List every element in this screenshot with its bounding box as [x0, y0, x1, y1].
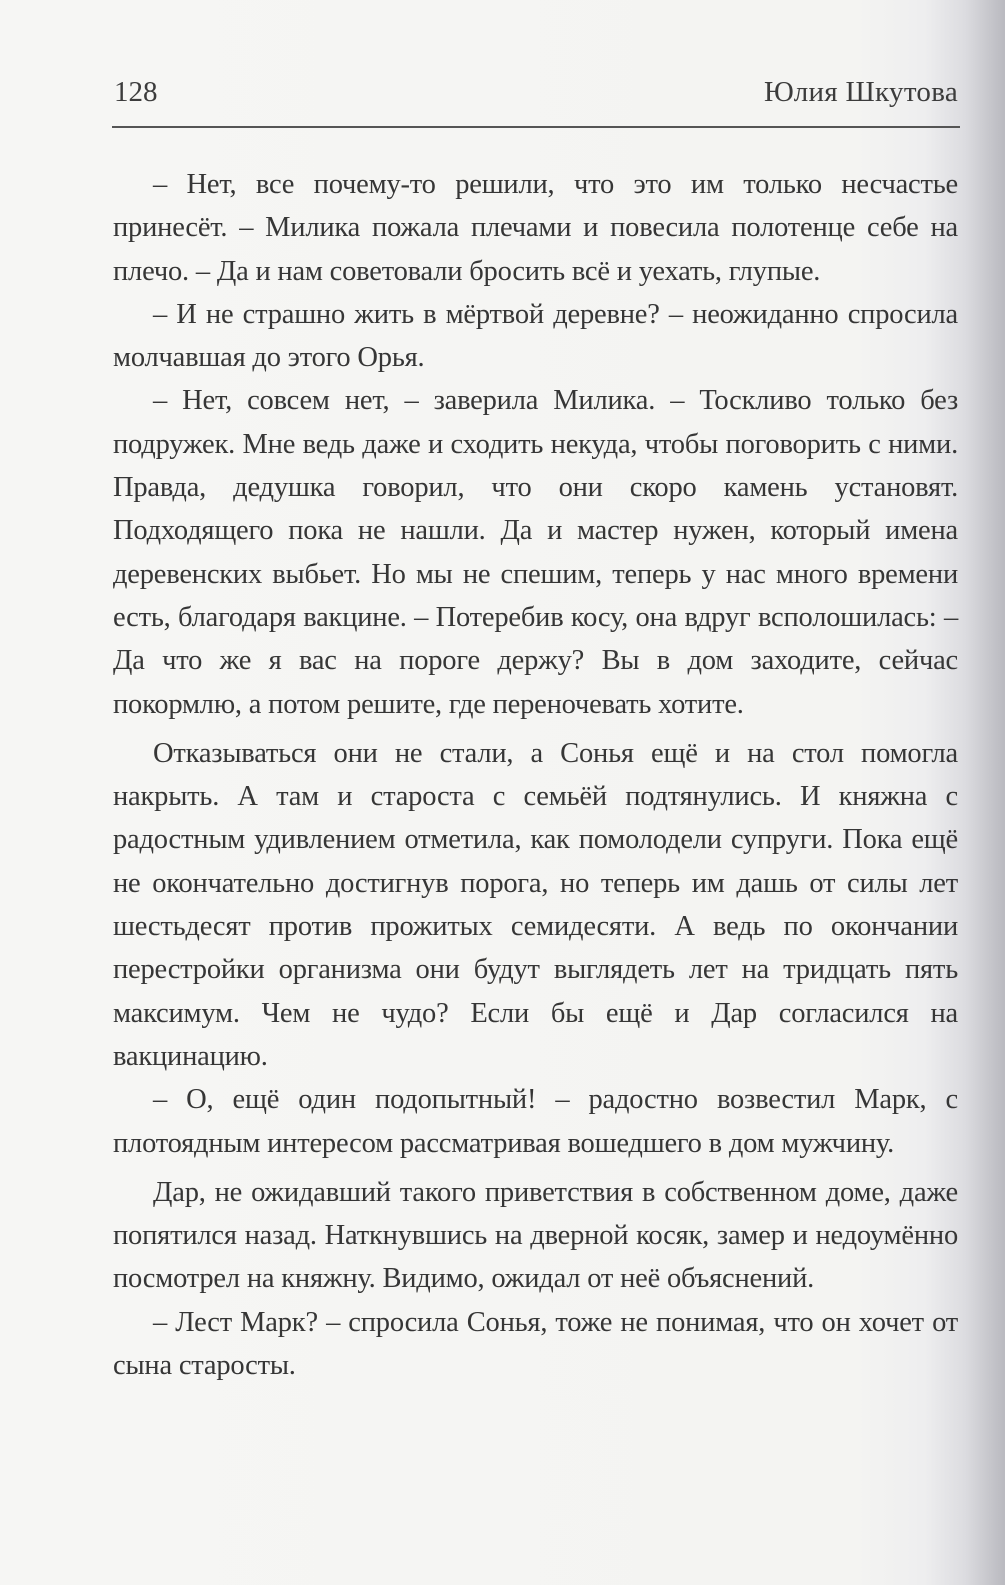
paragraph: Дар, не ожидавший такого приветствия в собственном доме, даже попятился назад. Наткнувшись на дверной косяк, замер и недоумённо посмотрел на княжну. Видимо, ожидал от неё объяснений.: [113, 1176, 958, 1295]
paragraph: – Лест Марк? – спросила Сонья, тоже не понимая, что он хочет от сына старосты.: [113, 1306, 958, 1382]
paragraph: – О, ещё один подопытный! – радостно возвестил Марк, с плотоядным интересом рассматривая вошедшего в дом мужчину.: [113, 1084, 958, 1159]
page-number: 128: [114, 76, 158, 108]
header-rule: [112, 126, 960, 128]
paragraph: – Нет, все почему-то решили, что это им только несчастье принесёт. – Милика пожала плечами и повесила полотенце себе на плечо. – Да и нам советовали бросить всё и уехать, глупые.: [113, 169, 958, 287]
page-header: [114, 72, 958, 112]
paragraph: – Нет, совсем нет, – заверила Милика. – Тоскливо только без подружек. Мне ведь даже и сходить некуда, чтобы поговорить с ними. Правда, дедушка говорил, что они скоро камень установят. Подходящего пока не нашли. Да и мастер нужен, который имена деревенских выбьет. Но мы не спешим, теперь у нас много времени есть, благодаря вакцине. – Потеребив косу, она вдруг всполошилась: – Да что же я вас на пороге держу? Вы в дом заходите, сейчас покормлю, а потом решите, где переночевать хотите.: [113, 385, 958, 720]
paragraph: – И не страшно жить в мёртвой деревне? – неожиданно спросила молчавшая до этого Орья.: [113, 298, 958, 374]
running-head-author: Юлия Шкутова: [763, 76, 958, 108]
paragraph: Отказываться они не стали, а Сонья ещё и на стол помогла накрыть. А там и староста с семьёй подтянулись. И княжна с радостным удивлением отметила, как помолодели супруги. Пока ещё не окончательно достигнув порога, но теперь им дашь от силы лет шестьдесят против прожитых семидесяти. А ведь по окончании перестройки организма они будут выглядеть лет на тридцать пять максимум. Чем не чудо? Если бы ещё и Дар согласился на вакцинацию.: [113, 737, 958, 1072]
body-text: [113, 163, 958, 1387]
